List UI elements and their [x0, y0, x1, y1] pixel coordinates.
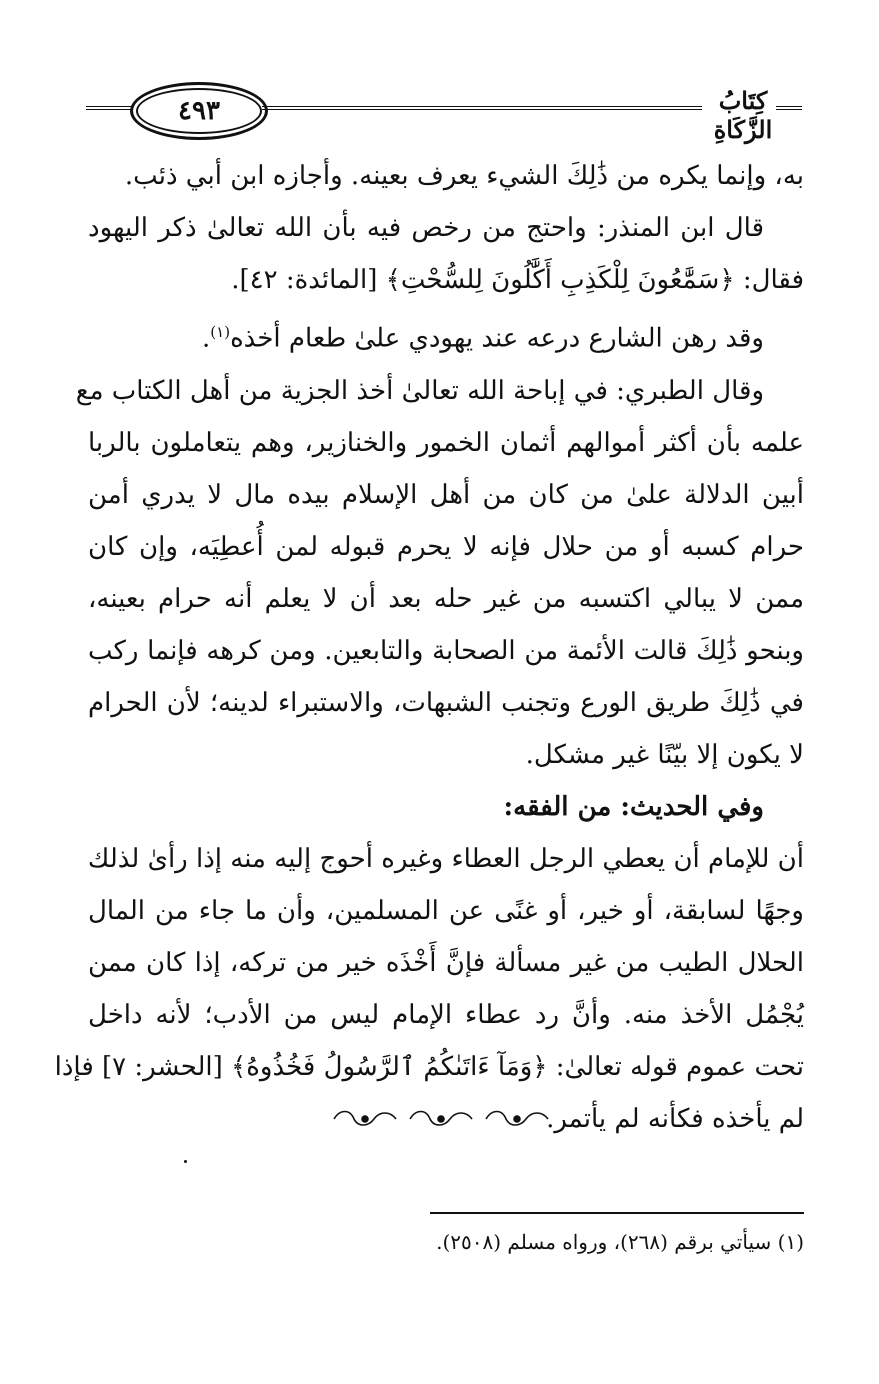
text-fragment: . [202, 323, 211, 354]
header-rule-middle [262, 106, 702, 110]
footnote-reference: (١) [210, 323, 231, 341]
text-line: لا يكون إلا بيّنًا غير مشكل. [525, 739, 804, 770]
text-line: علمه بأن أكثر أموالهم أثمان الخمور والخنازير، وهم يتعاملون بالربا [88, 427, 804, 458]
text-line: فقال: ﴿سَمَّٰعُونَ لِلْكَذِبِ أَكَّٰلُونَ لِلسُّحْتِ﴾ [المائدة: ٤٢]. [231, 265, 804, 295]
text-line: وجهًا لسابقة، أو خير، أو غنًى عن المسلمين، وأن ما جاء من المال [88, 895, 804, 926]
text-line: أن للإمام أن يعطي الرجل العطاء وغيره أحوج إليه منه إذا رأىٰ لذلك [87, 843, 804, 874]
text-line: يُجْمُل الأخذ منه. وأنَّ رد عطاء الإمام ليس من الأدب؛ لأنه داخل [88, 999, 804, 1030]
text-line: حرام كسبه أو من حلال فإنه لا يحرم قبوله لمن أُعطِيَه، وإن كان [88, 531, 804, 562]
text-fragment: وقد رهن الشارع درعه عند يهودي علىٰ طعام أخذه [230, 323, 764, 354]
text-line: لم يأخذه فكأنه لم يأتمر. [546, 1103, 804, 1134]
page-number: ٤٩٣ [130, 82, 268, 140]
section-heading: وفي الحديث: من الفقه: [503, 791, 764, 822]
text-line [88, 306, 804, 365]
text-line: قال ابن المنذر: واحتج من رخص فيه بأن الله تعالىٰ ذكر اليهود [88, 213, 764, 243]
text-line: أبين الدلالة علىٰ من كان من أهل الإسلام بيده مال لا يدري أمن [88, 479, 804, 510]
text-line: وقال الطبري: في إباحة الله تعالىٰ أخذ الجزية من أهل الكتاب مع [75, 375, 764, 406]
footnote-marker: (١) [777, 1230, 804, 1254]
header-rule-left [86, 106, 134, 110]
text-line: ممن لا يبالي اكتسبه من غير حله بعد أن لا يعلم أنه حرام بعينه، [88, 583, 804, 614]
footnote-text: سيأتي برقم (٢٦٨)، ورواه مسلم (٢٥٠٨). [436, 1230, 772, 1254]
section-ornament [330, 1104, 552, 1134]
footnote-separator [430, 1212, 804, 1214]
text-line: به، وإنما يكره من ذَٰلِكَ الشيء يعرف بعينه. وأجازه ابن أبي ذئب. [124, 161, 804, 191]
text-line: الحلال الطيب من غير مسألة فإنَّ أَخْذَه خير من تركه، إذا كان ممن [88, 947, 804, 978]
text-line: تحت عموم قوله تعالىٰ: ﴿وَمَآ ءَاتَىٰكُمُ ٱلرَّسُولُ فَخُذُوهُ﴾ [الحشر: ٧] فإذا [54, 1051, 804, 1082]
text-line: وبنحو ذَٰلِكَ قالت الأئمة من الصحابة والتابعين. ومن كرهه فإنما ركب [88, 635, 804, 666]
header-rule-right [776, 106, 802, 110]
text-line: في ذَٰلِكَ طريق الورع وتجنب الشبهات، والاستبراء لدينه؛ لأن الحرام [88, 687, 804, 718]
ornament-icon [330, 1107, 552, 1131]
running-title: كِتَابُ الزَّكَاةِ [713, 86, 773, 144]
stray-mark [184, 1160, 187, 1163]
page-header [86, 78, 802, 144]
footnote [300, 1226, 804, 1258]
main-text [54, 150, 804, 1145]
